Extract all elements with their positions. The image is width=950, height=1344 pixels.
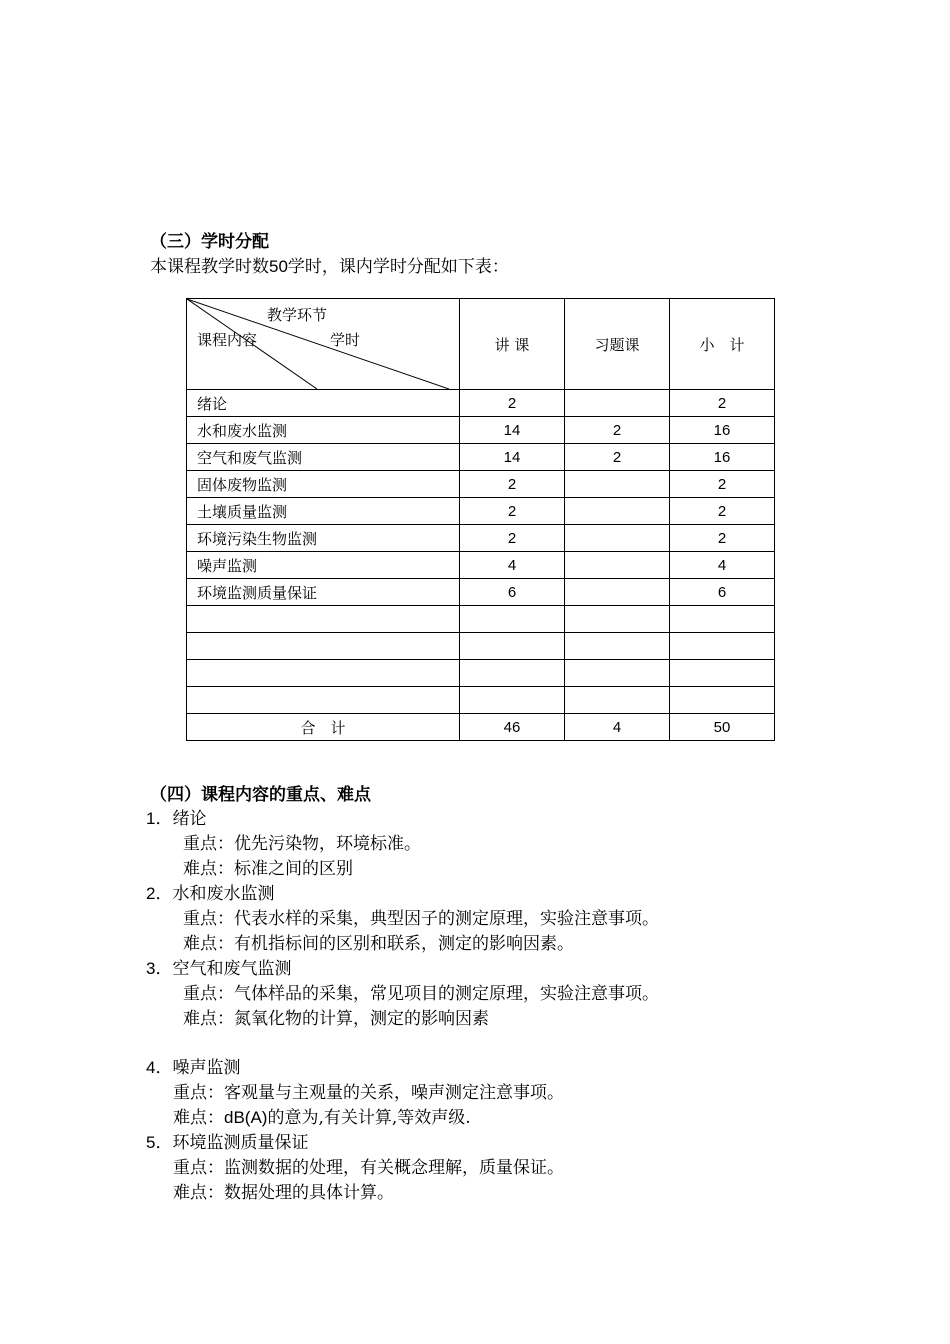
row-name: 噪声监测: [187, 552, 460, 579]
total-exercise: 4: [565, 714, 670, 741]
item-5-key-point: 重点：监测数据的处理，有关概念理解，质量保证。: [173, 1158, 564, 1178]
table-row-empty: [187, 687, 775, 714]
row-lecture: 2: [460, 525, 565, 552]
row-subtotal: [670, 633, 775, 660]
item-1-difficulty: 难点：标准之间的区别: [183, 859, 353, 879]
item-4-heading: [146, 1053, 240, 1078]
section-3-intro: [150, 252, 509, 277]
corner-label-left: 课程内容: [197, 331, 258, 349]
row-exercise: [565, 660, 670, 687]
row-exercise: 2: [565, 417, 670, 444]
row-subtotal: [670, 687, 775, 714]
row-subtotal: 16: [670, 417, 775, 444]
item-5-heading: [146, 1128, 308, 1153]
row-name: 环境污染生物监测: [187, 525, 460, 552]
row-name: 环境监测质量保证: [187, 579, 460, 606]
item-4-key-point: 重点：客观量与主观量的关系，噪声测定注意事项。: [173, 1083, 564, 1103]
table-total-row: [187, 714, 775, 741]
corner-label-right: 学时: [330, 331, 361, 349]
item-number: 2．: [146, 884, 173, 903]
row-lecture: 2: [460, 390, 565, 417]
item-3-key-point: 重点：气体样品的采集，常见项目的测定原理，实验注意事项。: [183, 984, 659, 1004]
table-row: [187, 417, 775, 444]
difficulty-suffix: 的意为,有关计算,等效声级.: [267, 1108, 471, 1128]
table-row: [187, 444, 775, 471]
total-lecture: 46: [460, 714, 565, 741]
row-subtotal: 4: [670, 552, 775, 579]
row-lecture: 2: [460, 498, 565, 525]
item-3-heading: [146, 954, 291, 979]
item-title: 绪论: [172, 809, 207, 829]
row-exercise: [565, 390, 670, 417]
item-number: 1．: [146, 809, 173, 828]
table-row-empty: [187, 660, 775, 687]
row-name: [187, 606, 460, 633]
difficulty-prefix: 难点：: [173, 1108, 224, 1128]
row-exercise: [565, 471, 670, 498]
row-subtotal: 2: [670, 498, 775, 525]
row-exercise: [565, 579, 670, 606]
item-number: 5．: [146, 1133, 173, 1152]
table-row: [187, 390, 775, 417]
row-lecture: [460, 633, 565, 660]
row-name: 水和废水监测: [187, 417, 460, 444]
row-subtotal: 6: [670, 579, 775, 606]
row-lecture: [460, 606, 565, 633]
row-lecture: [460, 660, 565, 687]
item-title: 噪声监测: [172, 1058, 241, 1078]
item-1-heading: [146, 804, 206, 829]
table-row: [187, 552, 775, 579]
row-lecture: 14: [460, 417, 565, 444]
row-lecture: [460, 687, 565, 714]
table-row: [187, 525, 775, 552]
header-exercise: 习题课: [565, 299, 670, 390]
row-name: 绪论: [187, 390, 460, 417]
row-exercise: [565, 525, 670, 552]
row-exercise: [565, 552, 670, 579]
row-subtotal: [670, 606, 775, 633]
row-subtotal: 16: [670, 444, 775, 471]
row-subtotal: [670, 660, 775, 687]
item-4-difficulty: [173, 1103, 471, 1128]
intro-prefix: 本课程教学时数: [150, 257, 269, 277]
item-1-key-point: 重点：优先污染物，环境标准。: [183, 834, 421, 854]
row-exercise: [565, 498, 670, 525]
table-row: [187, 579, 775, 606]
row-exercise: 2: [565, 444, 670, 471]
section-4-title: （四）课程内容的重点、难点: [150, 785, 371, 805]
row-subtotal: 2: [670, 525, 775, 552]
row-subtotal: 2: [670, 390, 775, 417]
item-title: 环境监测质量保证: [172, 1133, 309, 1153]
row-name: [187, 633, 460, 660]
row-exercise: [565, 687, 670, 714]
item-number: 3．: [146, 959, 173, 978]
item-5-difficulty: 难点：数据处理的具体计算。: [173, 1183, 394, 1203]
intro-hours: 50: [269, 257, 288, 276]
total-label: 合 计: [187, 714, 460, 741]
header-subtotal: 小 计: [670, 299, 775, 390]
corner-label-top: 教学环节: [267, 306, 328, 324]
row-name: 空气和废气监测: [187, 444, 460, 471]
total-subtotal: 50: [670, 714, 775, 741]
item-2-key-point: 重点：代表水样的采集，典型因子的测定原理，实验注意事项。: [183, 909, 659, 929]
row-lecture: 14: [460, 444, 565, 471]
header-lecture: 讲 课: [460, 299, 565, 390]
diagonal-header-cell: [187, 299, 460, 390]
row-lecture: 2: [460, 471, 565, 498]
section-3-title: （三）学时分配: [150, 232, 269, 252]
hours-allocation-table: [186, 298, 775, 741]
item-3-difficulty: 难点：氮氧化物的计算，测定的影响因素: [183, 1009, 489, 1029]
row-name: [187, 687, 460, 714]
row-name: 土壤质量监测: [187, 498, 460, 525]
table-row: [187, 471, 775, 498]
item-2-heading: [146, 879, 274, 904]
row-exercise: [565, 606, 670, 633]
table-row: [187, 498, 775, 525]
row-name: [187, 660, 460, 687]
row-name: 固体废物监测: [187, 471, 460, 498]
item-title: 水和废水监测: [172, 884, 275, 904]
item-title: 空气和废气监测: [172, 959, 292, 979]
table-row-empty: [187, 606, 775, 633]
difficulty-unit: dB(A): [224, 1108, 268, 1127]
table-header-row: [187, 299, 775, 390]
intro-suffix: 学时，课内学时分配如下表：: [287, 257, 509, 277]
row-lecture: 4: [460, 552, 565, 579]
item-number: 4．: [146, 1058, 173, 1077]
table-row-empty: [187, 633, 775, 660]
row-lecture: 6: [460, 579, 565, 606]
row-exercise: [565, 633, 670, 660]
item-2-difficulty: 难点：有机指标间的区别和联系，测定的影响因素。: [183, 934, 574, 954]
row-subtotal: 2: [670, 471, 775, 498]
